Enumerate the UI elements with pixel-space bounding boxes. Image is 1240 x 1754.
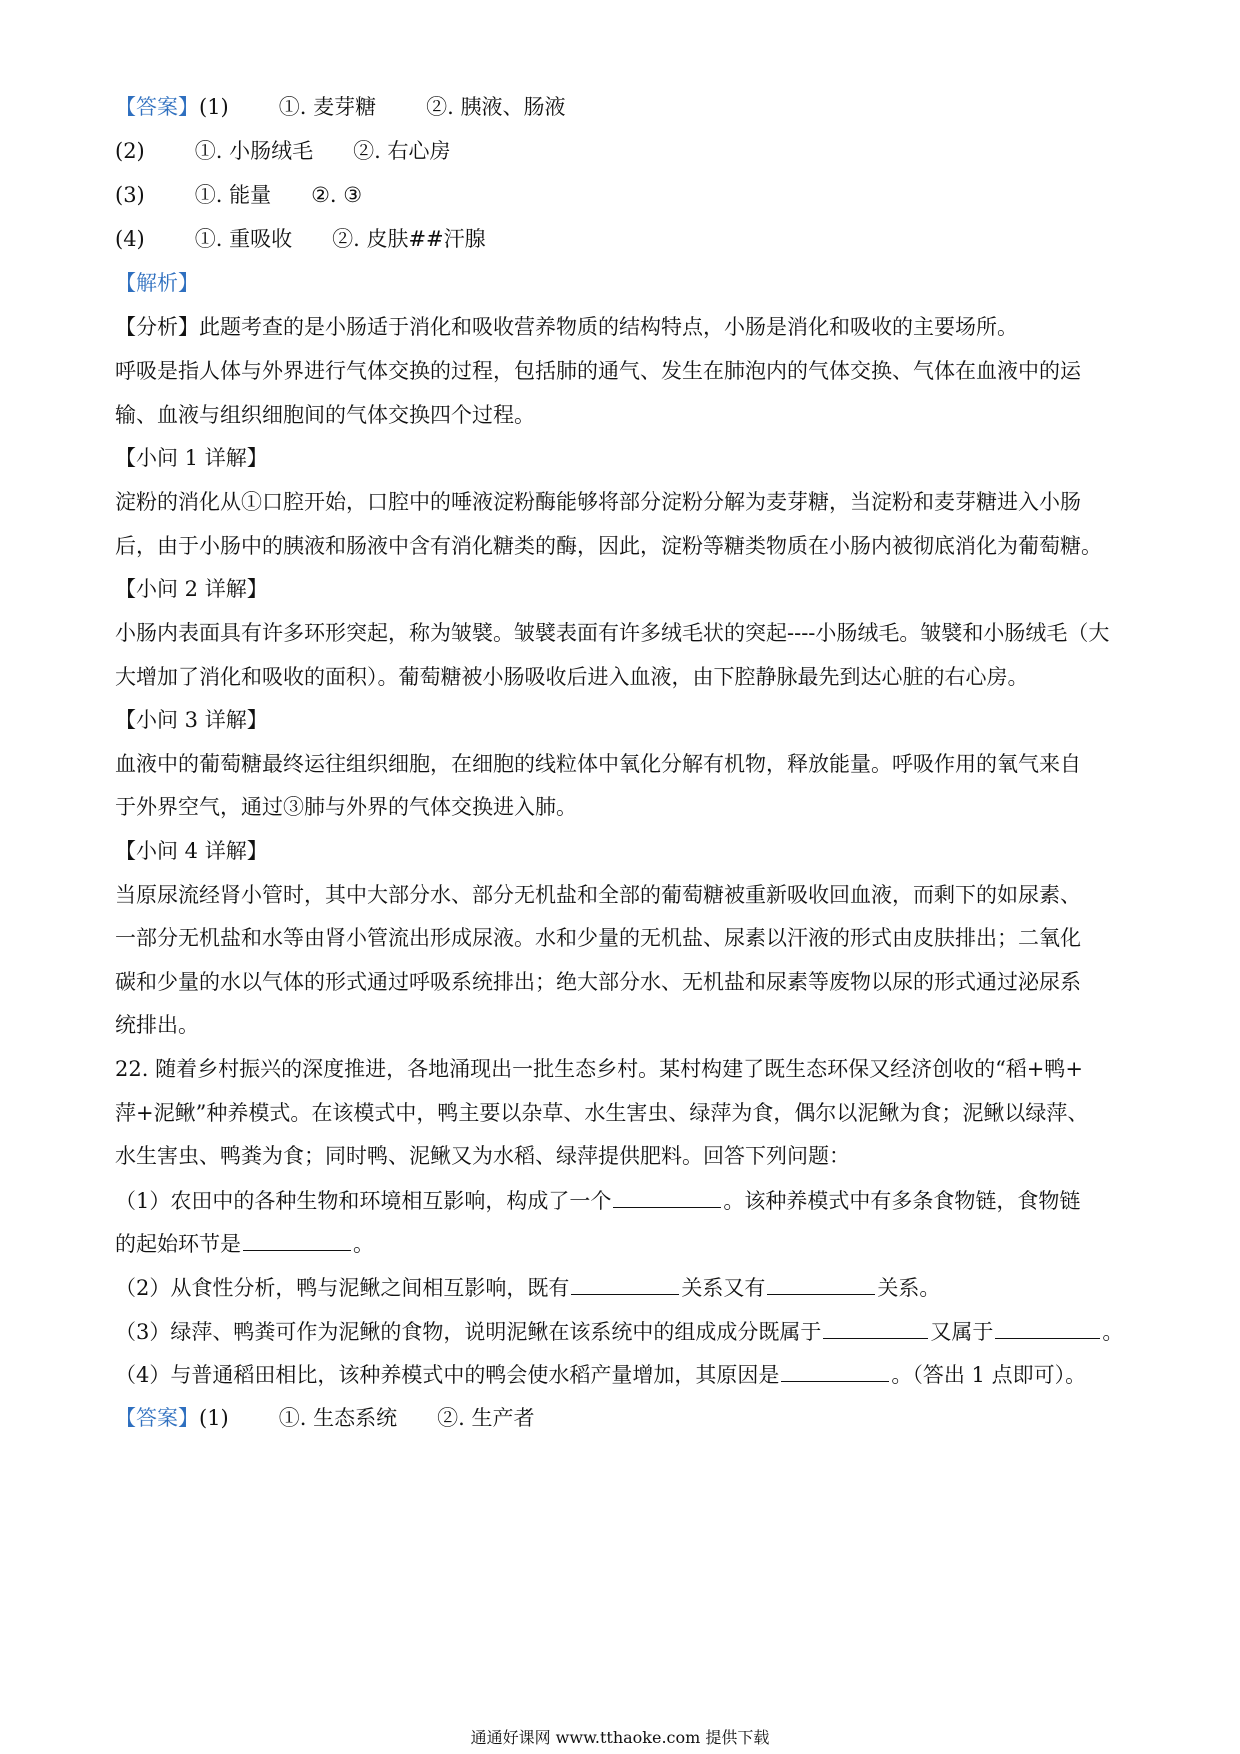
question-number: (3) [115,183,145,207]
analysis-intro: 【分析】此题考查的是小肠适于消化和吸收营养物质的结构特点，小肠是消化和吸收的主要场所。 [115,315,1018,339]
answer-line-5 [115,1403,1145,1433]
subquestion-text: 小肠内表面具有许多环形突起，称为皱襞。皱襞表面有许多绒毛状的突起----小肠绒毛。皱襞和小肠绒毛（大 [115,621,1110,645]
question-number: (2) [115,139,145,163]
question-number: (1) [199,1406,229,1430]
answer-item: ②. ③ [311,183,363,207]
subquestion-title: 【小问 4 详解】 [115,839,268,863]
page-footer: 通通好课网 www.tthaoke.com 提供下载 [470,1728,770,1747]
answer-blank [781,1359,889,1382]
question-stem: 22. 随着乡村振兴的深度推进，各地涌现出一批生态乡村。某村构建了既生态环保又经济创收的“稻+鸭+ [115,1057,1083,1081]
question-stem: 萍+泥鳅”种养模式。在该模式中，鸭主要以杂草、水生害虫、绿萍为食，偶尔以泥鳅为食；泥鳅以绿萍、 [115,1101,1089,1125]
answer-item: ②. 生产者 [437,1406,535,1430]
question-number: (1) [199,95,229,119]
subquestion-text: 一部分无机盐和水等由肾小管流出形成尿液。水和少量的无机盐、尿素以汗液的形式由皮肤排出；二氧化 [115,926,1081,950]
subquestion-title: 【小问 2 详解】 [115,577,268,601]
answer-item: ②. 右心房 [353,139,451,163]
answer-item: ②. 皮肤##汗腺 [332,227,486,251]
analysis-label: 【解析】 [115,271,199,295]
question-part-2: （2）从食性分析，鸭与泥鳅之间相互影响，既有 关系又有 关系。 [115,1272,1145,1303]
answer-line-2 [115,136,1145,166]
answer-blank [995,1316,1100,1339]
answer-blank [243,1228,351,1251]
answer-item: ①. 小肠绒毛 [194,139,314,163]
answer-line-4 [115,224,1145,254]
answer-blank [767,1272,875,1295]
subquestion-title: 【小问 1 详解】 [115,446,268,470]
answer-label: 【答案】 [115,95,199,119]
subquestion-text: 淀粉的消化从①口腔开始，口腔中的唾液淀粉酶能够将部分淀粉分解为麦芽糖，当淀粉和麦芽糖进入小肠 [115,490,1081,514]
question-number: (4) [115,227,145,251]
question-part-1-cont: 的起始环节是 。 [115,1228,1145,1259]
answer-item: ①. 生态系统 [278,1406,398,1430]
answer-blank [613,1185,721,1208]
question-stem: 水生害虫、鸭粪为食；同时鸭、泥鳅又为水稻、绿萍提供肥料。回答下列问题： [115,1144,850,1168]
answer-item: ①. 麦芽糖 [278,95,377,119]
question-part-4: （4）与普通稻田相比，该种养模式中的鸭会使水稻产量增加，其原因是 。（答出 1 点即可）。 [115,1359,1145,1390]
answer-item: ①. 重吸收 [194,227,293,251]
subquestion-text: 大增加了消化和吸收的面积）。葡萄糖被小肠吸收后进入血液，由下腔静脉最先到达心脏的右心房。 [115,665,1029,689]
answer-line-1 [115,92,1145,122]
analysis-intro: 输、血液与组织细胞间的气体交换四个过程。 [115,403,535,427]
question-part-1: （1）农田中的各种生物和环境相互影响，构成了一个 。该种养模式中有多条食物链，食物链 [115,1185,1145,1216]
answer-blank [571,1272,679,1295]
subquestion-text: 统排出。 [115,1013,199,1037]
subquestion-text: 当原尿流经肾小管时，其中大部分水、部分无机盐和全部的葡萄糖被重新吸收回血液，而剩下的如尿素、 [115,883,1081,907]
answer-label: 【答案】 [115,1406,199,1430]
subquestion-text: 碳和少量的水以气体的形式通过呼吸系统排出；绝大部分水、无机盐和尿素等废物以尿的形式通过泌尿系 [115,970,1081,994]
answer-item: ②. 胰液、肠液 [426,95,566,119]
subquestion-title: 【小问 3 详解】 [115,708,268,732]
answer-line-3 [115,180,1145,210]
answer-blank [823,1316,928,1339]
subquestion-text: 后，由于小肠中的胰液和肠液中含有消化糖类的酶，因此，淀粉等糖类物质在小肠内被彻底消化为葡萄糖。 [115,534,1102,558]
subquestion-text: 血液中的葡萄糖最终运往组织细胞，在细胞的线粒体中氧化分解有机物，释放能量。呼吸作用的氧气来自 [115,752,1081,776]
analysis-intro: 呼吸是指人体与外界进行气体交换的过程，包括肺的通气、发生在肺泡内的气体交换、气体在血液中的运 [115,359,1081,383]
subquestion-text: 于外界空气，通过③肺与外界的气体交换进入肺。 [115,795,577,819]
question-part-3: （3）绿萍、鸭粪可作为泥鳅的食物，说明泥鳅在该系统中的组成成分既属于 又属于 。 [115,1316,1145,1347]
answer-item: ①. 能量 [194,183,272,207]
